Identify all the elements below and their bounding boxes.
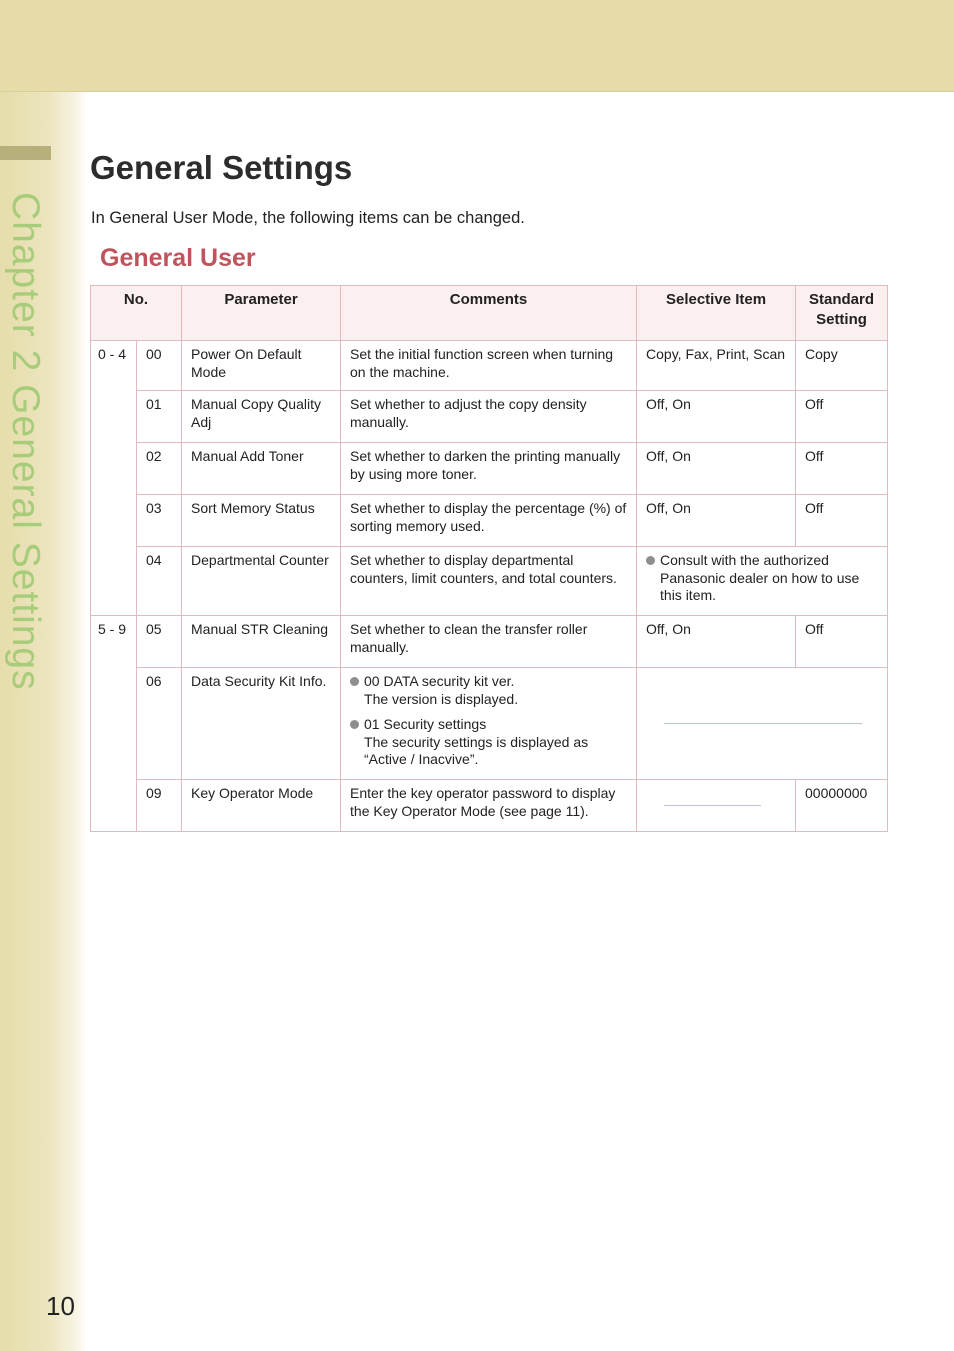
section-title: General User [100, 244, 256, 272]
item-standard: Copy [796, 341, 888, 391]
item-selective: Off, On [637, 495, 796, 547]
item-parameter: Manual Copy Quality Adj [182, 391, 341, 443]
item-comments: Set whether to display the percentage (%) of sorting memory used. [341, 495, 637, 547]
item-selective: Copy, Fax, Print, Scan [637, 341, 796, 391]
item-selective: Off, On [637, 443, 796, 495]
chapter-tab-marker [0, 146, 51, 160]
table-header-row [91, 286, 888, 341]
item-code: 01 [137, 391, 182, 443]
item-code: 02 [137, 443, 182, 495]
note-text: Consult with the authorized Panasonic dealer on how to use this item. [660, 552, 860, 603]
intro-text: In General User Mode, the following items can be changed. [91, 209, 525, 227]
header-selective-item: Selective Item [637, 286, 796, 341]
comment-item-detail: The security settings is displayed as “Active / Inacvive”. [364, 733, 589, 767]
table-row [91, 668, 888, 780]
item-comments: Enter the key operator password to display the Key Operator Mode (see page 11). [341, 780, 637, 832]
table-row [91, 391, 888, 443]
table-row [91, 780, 888, 832]
item-comments: Set whether to adjust the copy density manually. [341, 391, 637, 443]
comment-item-title: 00 DATA security kit ver. [364, 673, 515, 689]
settings-table [90, 285, 888, 832]
note-bullet-item [646, 552, 879, 605]
item-standard: Off [796, 495, 888, 547]
item-parameter: Manual Add Toner [182, 443, 341, 495]
item-parameter: Key Operator Mode [182, 780, 341, 832]
item-parameter: Data Security Kit Info. [182, 668, 341, 780]
item-comments: Set whether to darken the printing manually by using more toner. [341, 443, 637, 495]
item-comments: Set whether to clean the transfer roller manually. [341, 616, 637, 668]
table-row [91, 495, 888, 547]
item-comments: Set whether to display departmental counters, limit counters, and total counters. [341, 547, 637, 616]
item-code: 00 [137, 341, 182, 391]
chapter-label: Chapter 2 General Settings [4, 192, 47, 691]
table-row [91, 547, 888, 616]
item-code: 06 [137, 668, 182, 780]
item-selective-blank [637, 780, 796, 832]
item-standard: Off [796, 616, 888, 668]
blank-line [664, 805, 761, 806]
bullet-icon [350, 720, 359, 729]
item-comments [341, 668, 637, 780]
item-code: 09 [137, 780, 182, 832]
item-parameter: Manual STR Cleaning [182, 616, 341, 668]
item-code: 03 [137, 495, 182, 547]
header-band [0, 0, 954, 92]
item-code: 05 [137, 616, 182, 668]
comment-bullet-item [350, 673, 628, 708]
page-title: General Settings [90, 149, 353, 186]
item-selective: Off, On [637, 616, 796, 668]
item-selective-blank [637, 668, 888, 780]
blank-line [664, 723, 862, 724]
item-parameter: Departmental Counter [182, 547, 341, 616]
header-no: No. [91, 286, 182, 341]
table-row [91, 443, 888, 495]
header-parameter: Parameter [182, 286, 341, 341]
comment-item-title: 01 Security settings [364, 716, 487, 732]
bullet-icon [350, 677, 359, 686]
item-standard: 00000000 [796, 780, 888, 832]
item-code: 04 [137, 547, 182, 616]
item-standard: Off [796, 443, 888, 495]
item-comments: Set the initial function screen when turning on the machine. [341, 341, 637, 391]
comment-item-detail: The version is displayed. [364, 690, 519, 707]
bullet-icon [646, 556, 655, 565]
table-row [91, 616, 888, 668]
item-standard: Off [796, 391, 888, 443]
group-range: 0 - 4 [91, 341, 137, 616]
page-number: 10 [46, 1291, 75, 1321]
table-row [91, 341, 888, 391]
group-range: 5 - 9 [91, 616, 137, 832]
comment-bullet-item [350, 716, 628, 769]
item-selective: Off, On [637, 391, 796, 443]
item-parameter: Sort Memory Status [182, 495, 341, 547]
header-standard-setting: Standard Setting [796, 286, 888, 341]
item-parameter: Power On Default Mode [182, 341, 341, 391]
item-selective-note [637, 547, 888, 616]
header-comments: Comments [341, 286, 637, 341]
